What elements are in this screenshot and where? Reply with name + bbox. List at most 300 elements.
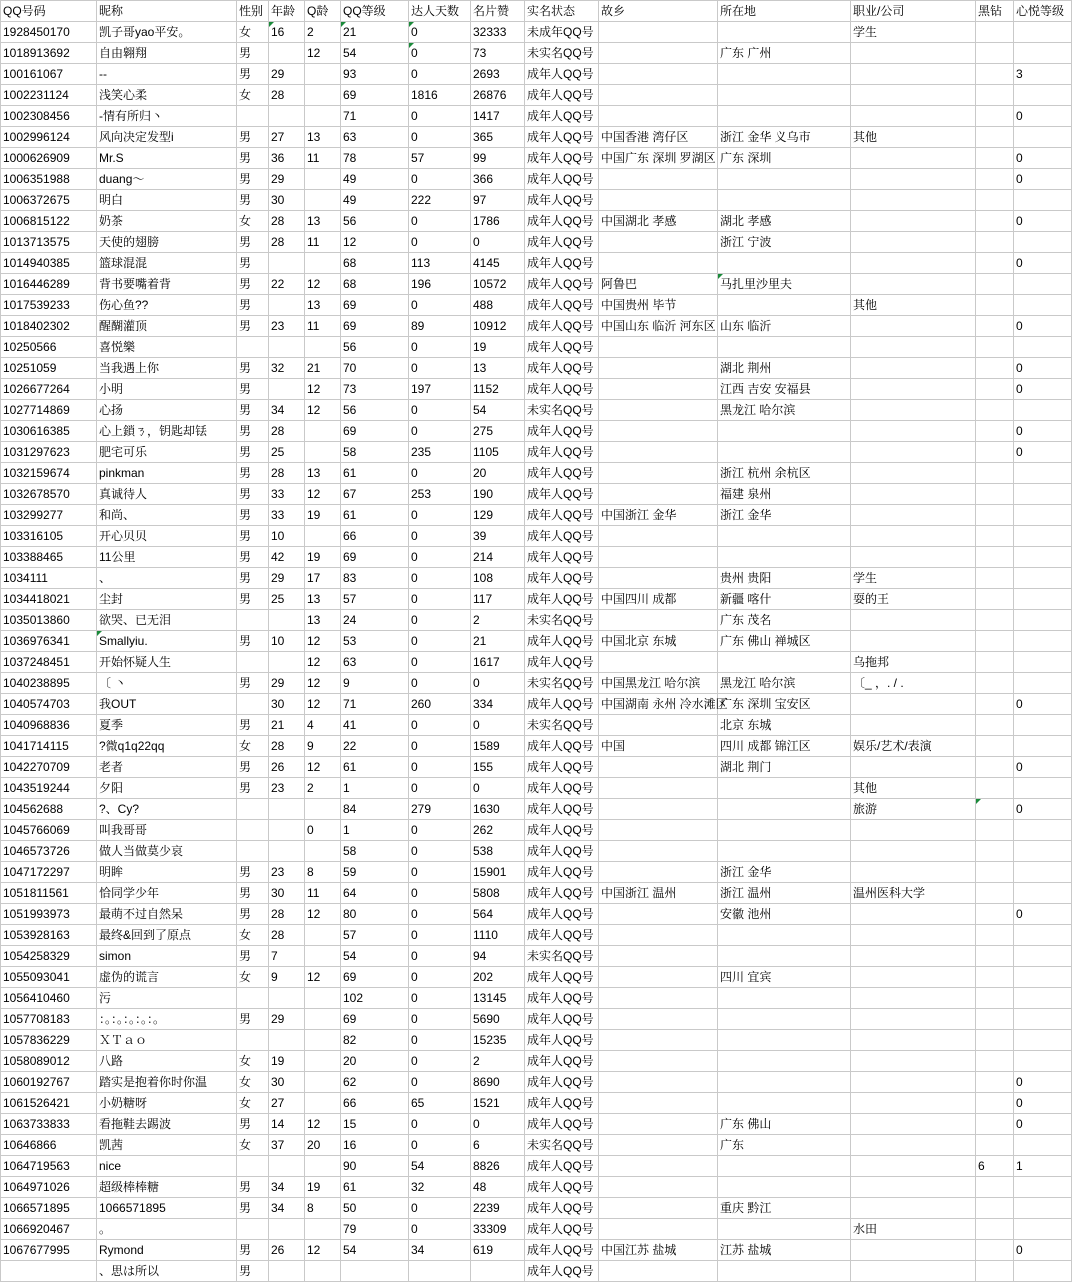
table-row[interactable] (1, 232, 1072, 253)
table-cell[interactable]: 开始怀疑人生 (97, 652, 237, 673)
table-cell[interactable]: 0 (409, 610, 471, 631)
table-cell[interactable]: 28 (269, 736, 305, 757)
table-cell[interactable] (1, 1261, 97, 1282)
table-cell[interactable] (976, 64, 1014, 85)
table-cell[interactable] (599, 253, 718, 274)
table-cell[interactable]: 尘封 (97, 589, 237, 610)
table-cell[interactable] (599, 1072, 718, 1093)
table-cell[interactable]: 成年人QQ号 (525, 967, 599, 988)
table-cell[interactable]: 0 (409, 1072, 471, 1093)
table-cell[interactable] (718, 337, 851, 358)
table-cell[interactable]: 0 (409, 841, 471, 862)
table-cell[interactable]: 四川 宜宾 (718, 967, 851, 988)
table-cell[interactable]: 其他 (851, 127, 976, 148)
table-cell[interactable]: 9 (341, 673, 409, 694)
table-cell[interactable]: 中国江苏 盐城 (599, 1240, 718, 1261)
table-row[interactable] (1, 778, 1072, 799)
table-cell[interactable]: 24 (341, 610, 409, 631)
table-cell[interactable]: 78 (341, 148, 409, 169)
table-cell[interactable]: 2 (305, 778, 341, 799)
table-cell[interactable] (269, 379, 305, 400)
table-cell[interactable]: 0 (409, 169, 471, 190)
table-cell[interactable]: 1002308456 (1, 106, 97, 127)
table-cell[interactable]: 成年人QQ号 (525, 64, 599, 85)
table-cell[interactable]: 成年人QQ号 (525, 1177, 599, 1198)
table-cell[interactable] (976, 967, 1014, 988)
table-cell[interactable] (718, 1093, 851, 1114)
table-cell[interactable]: 69 (341, 547, 409, 568)
table-cell[interactable]: 155 (471, 757, 525, 778)
table-cell[interactable]: 0 (1014, 421, 1072, 442)
table-cell[interactable]: 1061526421 (1, 1093, 97, 1114)
table-cell[interactable] (1014, 610, 1072, 631)
table-row[interactable] (1, 673, 1072, 694)
table-cell[interactable] (1014, 967, 1072, 988)
table-cell[interactable]: 明白 (97, 190, 237, 211)
table-cell[interactable]: 风向决定发型i (97, 127, 237, 148)
table-row[interactable] (1, 631, 1072, 652)
table-cell[interactable] (305, 1051, 341, 1072)
table-cell[interactable]: 、思は所以 (97, 1261, 237, 1282)
table-cell[interactable] (976, 925, 1014, 946)
table-cell[interactable] (237, 820, 269, 841)
table-cell[interactable]: 1040968836 (1, 715, 97, 736)
table-cell[interactable] (599, 379, 718, 400)
table-cell[interactable]: 1002231124 (1, 85, 97, 106)
table-cell[interactable]: 明眸 (97, 862, 237, 883)
table-cell[interactable]: 男 (237, 757, 269, 778)
table-cell[interactable]: 69 (341, 295, 409, 316)
table-cell[interactable] (851, 1177, 976, 1198)
table-cell[interactable]: 0 (1014, 1072, 1072, 1093)
table-cell[interactable] (1014, 925, 1072, 946)
table-cell[interactable] (269, 799, 305, 820)
table-cell[interactable] (1014, 589, 1072, 610)
table-cell[interactable]: 1040574703 (1, 694, 97, 715)
table-cell[interactable]: 男 (237, 673, 269, 694)
table-cell[interactable]: 男 (237, 64, 269, 85)
table-cell[interactable]: 成年人QQ号 (525, 820, 599, 841)
table-cell[interactable] (851, 1009, 976, 1030)
table-cell[interactable]: 成年人QQ号 (525, 85, 599, 106)
table-cell[interactable] (976, 652, 1014, 673)
table-cell[interactable]: 背书要嘴着背 (97, 274, 237, 295)
table-cell[interactable]: 1006372675 (1, 190, 97, 211)
table-cell[interactable]: 23 (269, 316, 305, 337)
table-cell[interactable]: 12 (305, 673, 341, 694)
table-cell[interactable] (1014, 274, 1072, 295)
table-cell[interactable]: 男 (237, 547, 269, 568)
table-cell[interactable]: 中国浙江 温州 (599, 883, 718, 904)
table-cell[interactable]: 90 (341, 1156, 409, 1177)
table-cell[interactable]: 成年人QQ号 (525, 1198, 599, 1219)
table-cell[interactable] (851, 484, 976, 505)
table-cell[interactable] (1014, 295, 1072, 316)
table-cell[interactable] (599, 526, 718, 547)
table-cell[interactable]: 女 (237, 22, 269, 43)
table-cell[interactable]: 水田 (851, 1219, 976, 1240)
table-cell[interactable]: 1051993973 (1, 904, 97, 925)
table-cell[interactable]: 58 (341, 442, 409, 463)
table-cell[interactable]: 10250566 (1, 337, 97, 358)
table-cell[interactable]: 1032159674 (1, 463, 97, 484)
table-cell[interactable]: 成年人QQ号 (525, 736, 599, 757)
table-cell[interactable]: 23 (269, 778, 305, 799)
table-cell[interactable]: 其他 (851, 295, 976, 316)
table-cell[interactable]: 〔 丶 (97, 673, 237, 694)
table-cell[interactable]: 我OUT (97, 694, 237, 715)
table-cell[interactable] (976, 1093, 1014, 1114)
table-cell[interactable] (851, 925, 976, 946)
table-cell[interactable] (599, 1093, 718, 1114)
table-cell[interactable]: 成年人QQ号 (525, 484, 599, 505)
table-row[interactable] (1, 526, 1072, 547)
table-cell[interactable]: 69 (341, 967, 409, 988)
table-cell[interactable] (851, 148, 976, 169)
table-cell[interactable] (305, 337, 341, 358)
table-cell[interactable]: 12 (305, 1240, 341, 1261)
table-cell[interactable]: 未实名QQ号 (525, 43, 599, 64)
table-cell[interactable]: 22 (341, 736, 409, 757)
table-cell[interactable]: 未实名QQ号 (525, 673, 599, 694)
table-cell[interactable]: 22 (269, 274, 305, 295)
table-row[interactable] (1, 610, 1072, 631)
table-cell[interactable] (851, 946, 976, 967)
table-cell[interactable]: 小奶糖呀 (97, 1093, 237, 1114)
table-cell[interactable]: 538 (471, 841, 525, 862)
table-cell[interactable]: 四川 成都 锦江区 (718, 736, 851, 757)
table-row[interactable] (1, 1240, 1072, 1261)
table-cell[interactable]: 21 (341, 22, 409, 43)
table-cell[interactable]: 54 (471, 400, 525, 421)
table-cell[interactable]: 366 (471, 169, 525, 190)
table-cell[interactable] (599, 904, 718, 925)
table-cell[interactable]: 1152 (471, 379, 525, 400)
table-cell[interactable]: 54 (341, 946, 409, 967)
column-header[interactable]: 所在地 (718, 1, 851, 22)
table-cell[interactable]: 成年人QQ号 (525, 1219, 599, 1240)
table-cell[interactable]: 成年人QQ号 (525, 127, 599, 148)
table-cell[interactable] (851, 463, 976, 484)
table-cell[interactable]: 0 (409, 715, 471, 736)
table-cell[interactable]: 12 (305, 274, 341, 295)
table-cell[interactable] (305, 1030, 341, 1051)
table-cell[interactable]: 104562688 (1, 799, 97, 820)
table-cell[interactable]: 奶茶 (97, 211, 237, 232)
table-cell[interactable]: 21 (305, 358, 341, 379)
table-cell[interactable]: 浙江 金华 (718, 862, 851, 883)
table-cell[interactable] (976, 568, 1014, 589)
table-cell[interactable] (851, 1198, 976, 1219)
table-cell[interactable] (1014, 778, 1072, 799)
table-cell[interactable]: 看拖鞋去踢波 (97, 1114, 237, 1135)
table-cell[interactable]: 365 (471, 127, 525, 148)
table-cell[interactable]: 娱乐/艺术/表演 (851, 736, 976, 757)
table-cell[interactable]: 老者 (97, 757, 237, 778)
table-cell[interactable] (599, 820, 718, 841)
table-cell[interactable]: 小明 (97, 379, 237, 400)
table-cell[interactable]: 超级棒棒糖 (97, 1177, 237, 1198)
table-cell[interactable] (976, 85, 1014, 106)
table-cell[interactable]: 334 (471, 694, 525, 715)
table-cell[interactable]: 54 (341, 43, 409, 64)
table-cell[interactable]: 1617 (471, 652, 525, 673)
table-cell[interactable] (305, 799, 341, 820)
table-cell[interactable]: 12 (305, 967, 341, 988)
table-cell[interactable] (269, 295, 305, 316)
table-cell[interactable] (237, 988, 269, 1009)
table-cell[interactable] (851, 421, 976, 442)
table-cell[interactable]: 成年人QQ号 (525, 1261, 599, 1282)
table-cell[interactable] (599, 484, 718, 505)
table-cell[interactable]: 广东 广州 (718, 43, 851, 64)
table-cell[interactable]: 13145 (471, 988, 525, 1009)
table-cell[interactable]: 男 (237, 421, 269, 442)
table-cell[interactable]: 29 (269, 673, 305, 694)
table-cell[interactable] (599, 106, 718, 127)
table-cell[interactable]: 男 (237, 253, 269, 274)
column-header[interactable]: Q龄 (305, 1, 341, 22)
table-cell[interactable] (237, 1219, 269, 1240)
table-cell[interactable]: 0 (409, 22, 471, 43)
table-cell[interactable]: 0 (471, 715, 525, 736)
table-cell[interactable] (1014, 526, 1072, 547)
table-cell[interactable]: 20 (305, 1135, 341, 1156)
table-cell[interactable] (976, 421, 1014, 442)
table-cell[interactable] (976, 547, 1014, 568)
table-cell[interactable] (599, 1009, 718, 1030)
table-cell[interactable] (851, 904, 976, 925)
table-cell[interactable]: 伤心鱼?? (97, 295, 237, 316)
table-cell[interactable]: 1064971026 (1, 1177, 97, 1198)
table-cell[interactable] (305, 253, 341, 274)
table-cell[interactable] (1014, 841, 1072, 862)
table-cell[interactable]: -情有所归丶 (97, 106, 237, 127)
table-cell[interactable]: 33 (269, 484, 305, 505)
table-cell[interactable] (976, 1177, 1014, 1198)
table-cell[interactable] (851, 1072, 976, 1093)
table-cell[interactable]: 1037248451 (1, 652, 97, 673)
table-cell[interactable]: 成年人QQ号 (525, 988, 599, 1009)
table-cell[interactable]: 0 (409, 295, 471, 316)
table-row[interactable] (1, 883, 1072, 904)
table-cell[interactable]: 男 (237, 148, 269, 169)
table-cell[interactable] (976, 22, 1014, 43)
table-cell[interactable]: 学生 (851, 568, 976, 589)
table-cell[interactable]: 1521 (471, 1093, 525, 1114)
table-cell[interactable]: 中国贵州 毕节 (599, 295, 718, 316)
table-cell[interactable] (851, 967, 976, 988)
table-cell[interactable] (599, 1135, 718, 1156)
table-cell[interactable] (305, 85, 341, 106)
table-cell[interactable]: 16 (341, 1135, 409, 1156)
table-cell[interactable]: 做人当做莫少哀 (97, 841, 237, 862)
table-cell[interactable] (718, 22, 851, 43)
table-row[interactable] (1, 715, 1072, 736)
table-cell[interactable] (976, 484, 1014, 505)
table-cell[interactable]: 1630 (471, 799, 525, 820)
table-cell[interactable]: 1027714869 (1, 400, 97, 421)
table-cell[interactable]: 0 (409, 1009, 471, 1030)
table-cell[interactable]: 自由翱翔 (97, 43, 237, 64)
table-row[interactable] (1, 358, 1072, 379)
table-cell[interactable]: 27 (269, 1093, 305, 1114)
table-cell[interactable]: 中国浙江 金华 (599, 505, 718, 526)
table-cell[interactable]: 男 (237, 1177, 269, 1198)
table-cell[interactable]: 13 (305, 463, 341, 484)
table-cell[interactable]: 29 (269, 64, 305, 85)
table-cell[interactable]: 1057708183 (1, 1009, 97, 1030)
table-cell[interactable]: 0 (409, 673, 471, 694)
table-cell[interactable]: 成年人QQ号 (525, 1093, 599, 1114)
table-cell[interactable] (718, 652, 851, 673)
table-cell[interactable]: 1042270709 (1, 757, 97, 778)
table-row[interactable] (1, 1261, 1072, 1282)
table-row[interactable] (1, 211, 1072, 232)
table-cell[interactable]: 71 (341, 694, 409, 715)
table-cell[interactable] (269, 253, 305, 274)
table-cell[interactable]: 61 (341, 505, 409, 526)
table-cell[interactable]: 凯子哥yao平安。 (97, 22, 237, 43)
table-cell[interactable] (976, 589, 1014, 610)
table-row[interactable] (1, 904, 1072, 925)
table-cell[interactable] (1014, 1261, 1072, 1282)
table-cell[interactable] (976, 694, 1014, 715)
table-cell[interactable]: 10572 (471, 274, 525, 295)
table-cell[interactable]: 成年人QQ号 (525, 295, 599, 316)
table-cell[interactable]: 6 (471, 1135, 525, 1156)
table-cell[interactable]: 0 (409, 505, 471, 526)
table-row[interactable] (1, 841, 1072, 862)
table-cell[interactable]: 13 (305, 610, 341, 631)
table-cell[interactable]: 34 (409, 1240, 471, 1261)
table-cell[interactable] (305, 64, 341, 85)
table-cell[interactable]: 恰同学少年 (97, 883, 237, 904)
table-cell[interactable]: 15235 (471, 1030, 525, 1051)
column-header[interactable]: 达人天数 (409, 1, 471, 22)
table-row[interactable] (1, 589, 1072, 610)
table-cell[interactable]: 103316105 (1, 526, 97, 547)
table-cell[interactable] (1014, 127, 1072, 148)
table-cell[interactable] (851, 211, 976, 232)
table-cell[interactable]: 5690 (471, 1009, 525, 1030)
table-cell[interactable]: 成年人QQ号 (525, 1240, 599, 1261)
table-cell[interactable] (269, 106, 305, 127)
table-cell[interactable]: 30 (269, 1072, 305, 1093)
table-cell[interactable]: 1589 (471, 736, 525, 757)
table-cell[interactable] (718, 841, 851, 862)
table-cell[interactable]: 56 (341, 337, 409, 358)
table-cell[interactable]: 28 (269, 85, 305, 106)
table-cell[interactable] (599, 85, 718, 106)
table-cell[interactable]: 3 (1014, 64, 1072, 85)
table-cell[interactable] (599, 190, 718, 211)
table-cell[interactable]: 197 (409, 379, 471, 400)
table-row[interactable] (1, 862, 1072, 883)
table-cell[interactable] (599, 799, 718, 820)
table-cell[interactable]: 成年人QQ号 (525, 778, 599, 799)
table-cell[interactable]: 其他 (851, 778, 976, 799)
table-cell[interactable] (976, 1240, 1014, 1261)
table-cell[interactable]: 1006351988 (1, 169, 97, 190)
table-cell[interactable]: 女 (237, 1093, 269, 1114)
table-cell[interactable]: 0 (409, 967, 471, 988)
table-cell[interactable]: 女 (237, 925, 269, 946)
table-cell[interactable]: 4 (305, 715, 341, 736)
table-cell[interactable]: 中国山东 临沂 河东区 (599, 316, 718, 337)
table-cell[interactable]: 13 (305, 589, 341, 610)
table-cell[interactable] (976, 757, 1014, 778)
table-cell[interactable] (851, 1030, 976, 1051)
table-cell[interactable]: 男 (237, 505, 269, 526)
table-cell[interactable]: 113 (409, 253, 471, 274)
table-cell[interactable] (269, 337, 305, 358)
table-row[interactable] (1, 64, 1072, 85)
table-cell[interactable]: 12 (305, 1114, 341, 1135)
table-cell[interactable] (237, 1030, 269, 1051)
table-row[interactable] (1, 1093, 1072, 1114)
table-cell[interactable]: 男 (237, 127, 269, 148)
table-cell[interactable]: 13 (471, 358, 525, 379)
table-row[interactable] (1, 820, 1072, 841)
table-cell[interactable]: 1066920467 (1, 1219, 97, 1240)
table-cell[interactable]: 58 (341, 841, 409, 862)
table-cell[interactable] (851, 379, 976, 400)
table-cell[interactable]: 男 (237, 862, 269, 883)
table-cell[interactable]: 湖北 荆门 (718, 757, 851, 778)
table-cell[interactable]: 1041714115 (1, 736, 97, 757)
table-cell[interactable]: 564 (471, 904, 525, 925)
table-cell[interactable]: 29 (269, 169, 305, 190)
table-cell[interactable]: 0 (409, 1030, 471, 1051)
table-cell[interactable]: 214 (471, 547, 525, 568)
table-cell[interactable]: 1 (341, 778, 409, 799)
table-cell[interactable]: 0 (1014, 253, 1072, 274)
table-cell[interactable]: 女 (237, 1135, 269, 1156)
table-cell[interactable]: 1105 (471, 442, 525, 463)
table-cell[interactable]: 1006815122 (1, 211, 97, 232)
table-cell[interactable]: 成年人QQ号 (525, 232, 599, 253)
table-row[interactable] (1, 1114, 1072, 1135)
table-row[interactable] (1, 547, 1072, 568)
table-cell[interactable]: 93 (341, 64, 409, 85)
table-cell[interactable]: 41 (341, 715, 409, 736)
table-cell[interactable]: 1034111 (1, 568, 97, 589)
table-cell[interactable]: 天使的翅膀 (97, 232, 237, 253)
table-cell[interactable]: 阿鲁巴 (599, 274, 718, 295)
table-cell[interactable] (599, 967, 718, 988)
table-cell[interactable] (599, 1261, 718, 1282)
table-cell[interactable] (1014, 652, 1072, 673)
table-cell[interactable]: 成年人QQ号 (525, 106, 599, 127)
table-row[interactable] (1, 442, 1072, 463)
table-cell[interactable]: 0 (409, 883, 471, 904)
table-cell[interactable] (851, 820, 976, 841)
table-cell[interactable]: 1 (1014, 1156, 1072, 1177)
table-cell[interactable]: 安徽 池州 (718, 904, 851, 925)
table-cell[interactable] (1014, 1135, 1072, 1156)
table-cell[interactable]: 0 (1014, 169, 1072, 190)
table-cell[interactable]: 山东 临沂 (718, 316, 851, 337)
table-cell[interactable]: 0 (471, 232, 525, 253)
table-cell[interactable]: 79 (341, 1219, 409, 1240)
table-cell[interactable]: 男 (237, 379, 269, 400)
table-cell[interactable] (976, 673, 1014, 694)
table-cell[interactable] (269, 1030, 305, 1051)
table-cell[interactable]: 成年人QQ号 (525, 1051, 599, 1072)
table-cell[interactable]: 89 (409, 316, 471, 337)
table-cell[interactable]: 0 (409, 337, 471, 358)
